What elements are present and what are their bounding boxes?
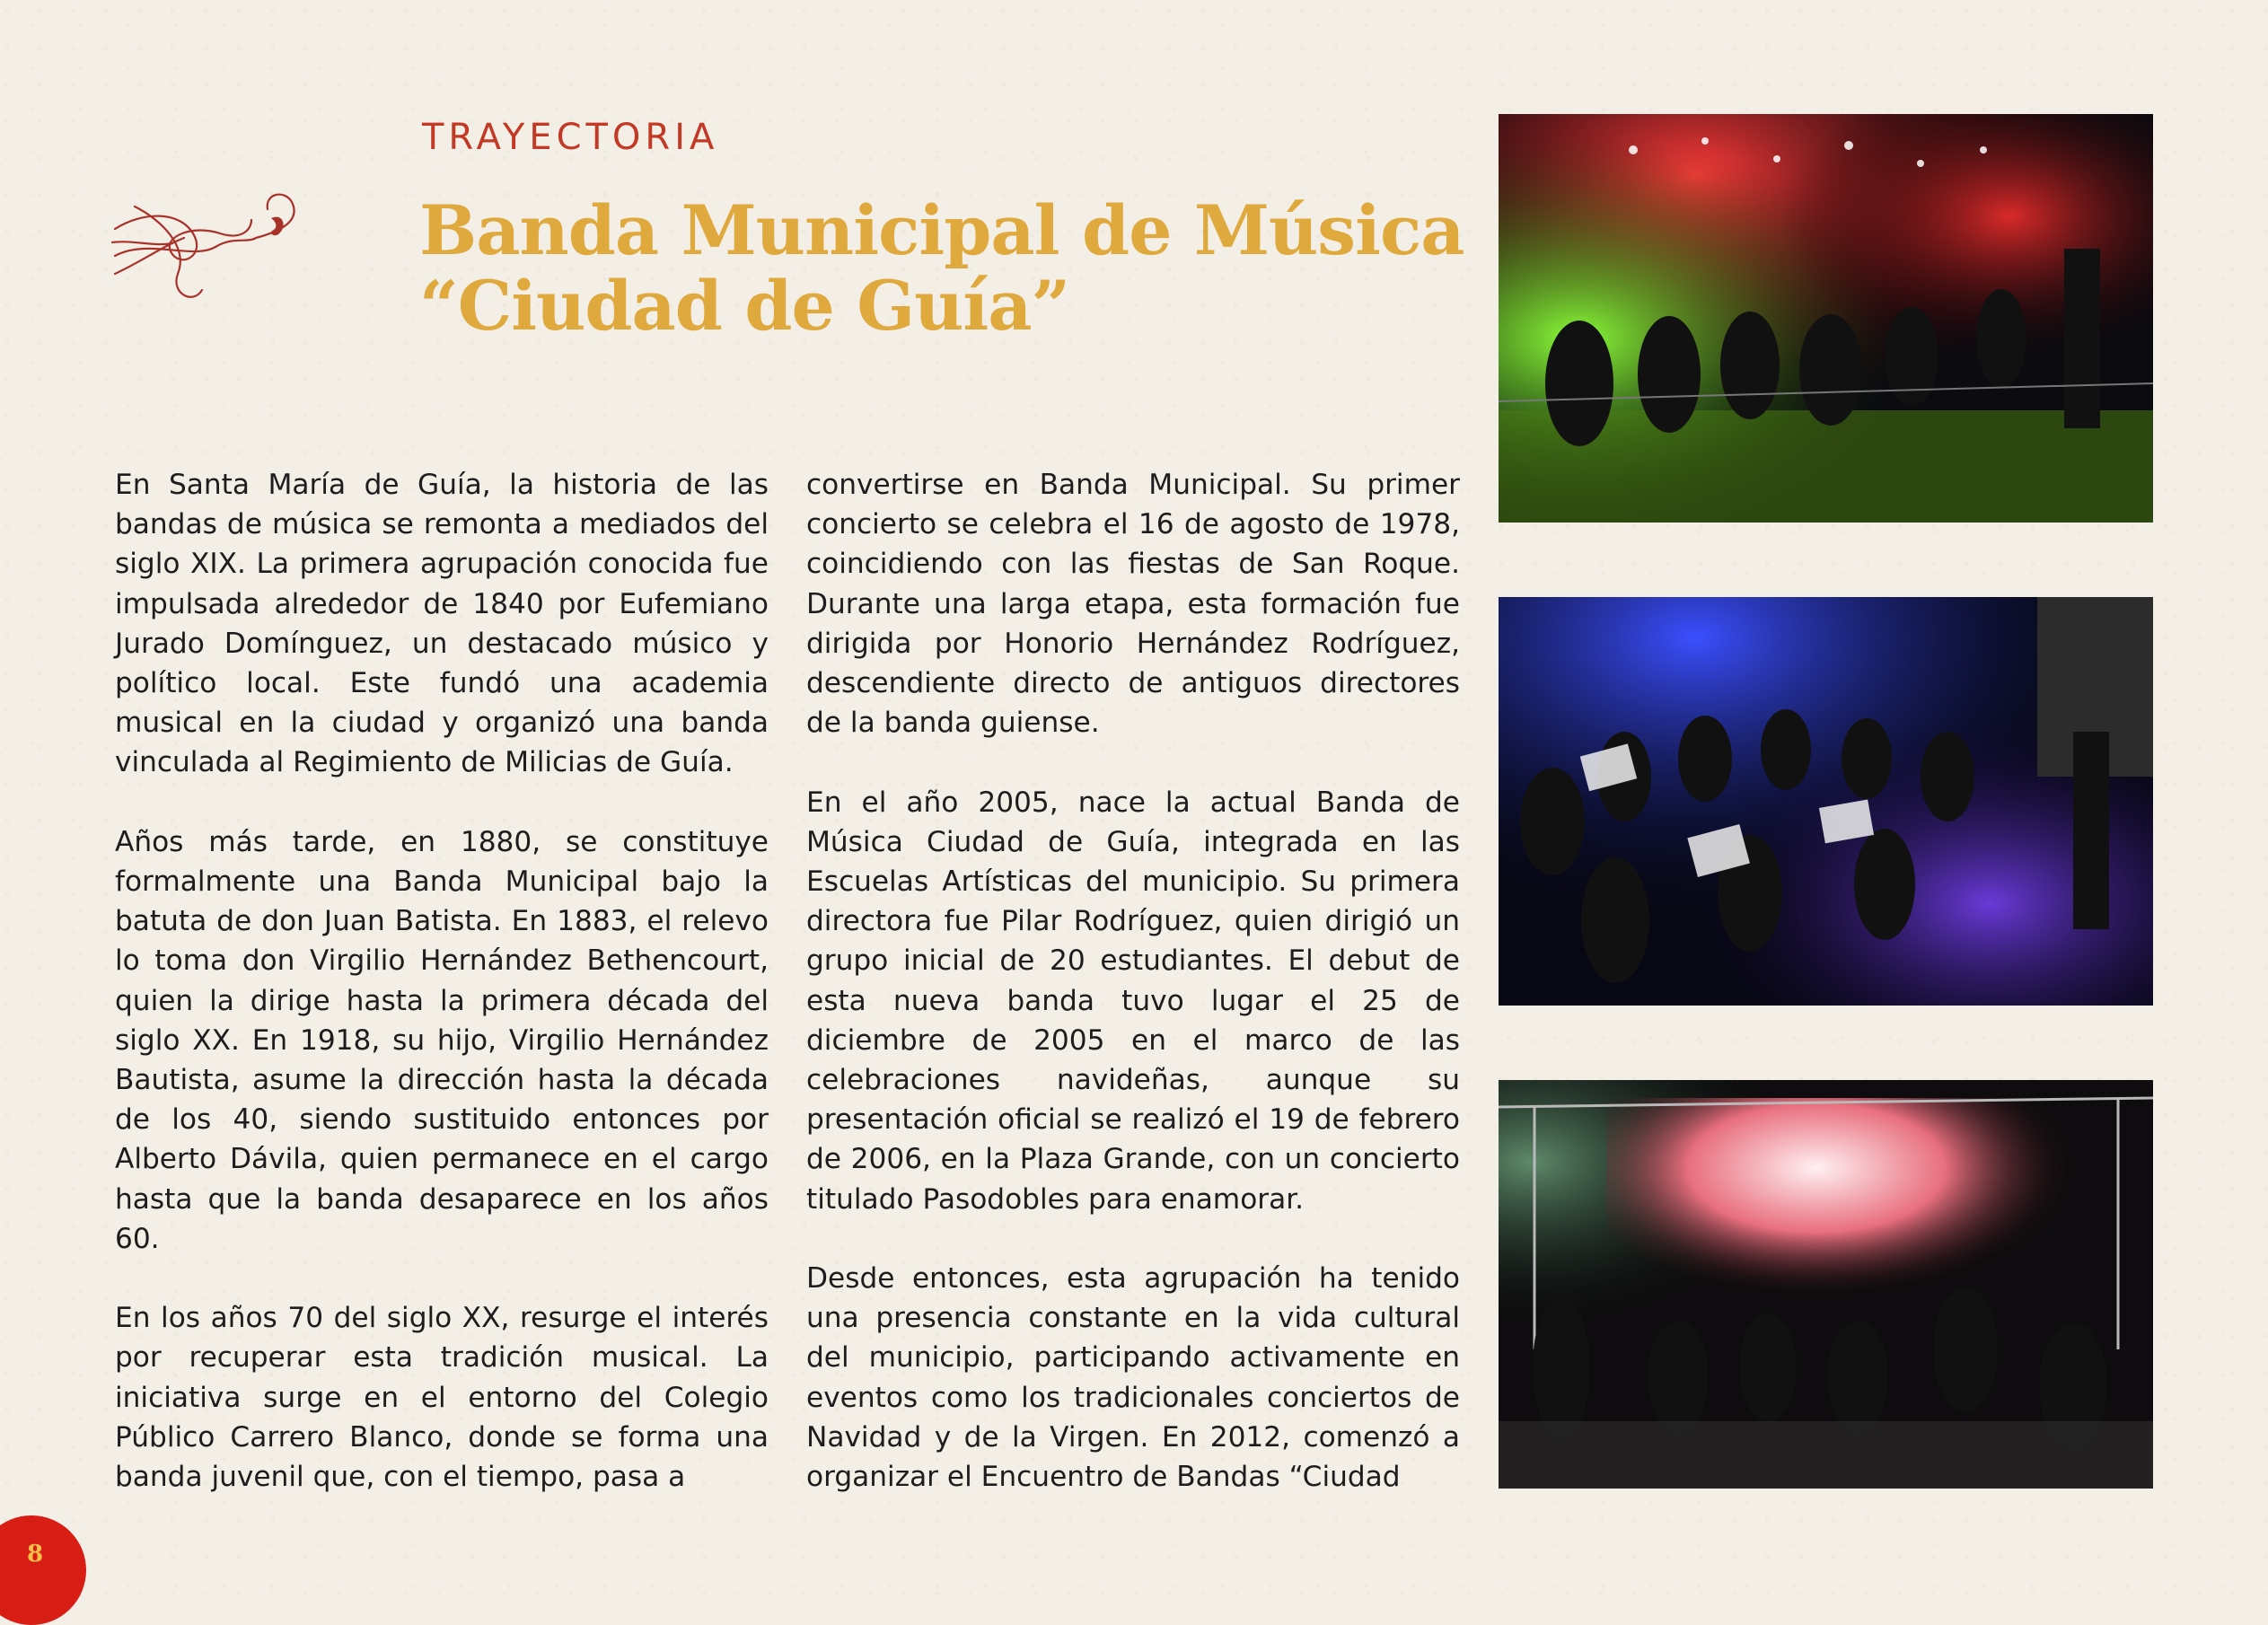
paragraph: En los años 70 del siglo XX, resurge el interés por recuperar esta tradición musical. La iniciativa surge en el entorno del Colegio Público Carrero Blanco, donde se forma una banda juvenil que, con el tiempo, pasa a xyxy=(115,1302,769,1494)
band-concert-photo-2 xyxy=(1499,597,2153,1006)
text-column-right xyxy=(806,465,1460,1536)
paragraph: En Santa María de Guía, la historia de las bandas de música se remonta a mediados del siglo XIX. La primera agrupación conocida fue impulsada alrededor de 1840 por Eufemiano Jurado Domínguez, un destacado músico y político local. Este fundó una academia musical en la ciudad y organizó una banda vinculada al Regimiento de Milicias de Guía. xyxy=(115,469,769,779)
title-line-2: “Ciudad de Guía” xyxy=(419,266,1070,346)
title-line-1: Banda Municipal de Música xyxy=(419,190,1464,270)
ornament-flourish-icon xyxy=(108,184,314,310)
band-concert-photo-3 xyxy=(1499,1080,2153,1489)
text-column-left xyxy=(115,465,769,1536)
band-concert-photo-1 xyxy=(1499,114,2153,523)
paragraph: En el año 2005, nace la actual Banda de Música Ciudad de Guía, integrada en las Escuelas Artísticas del municipio. Su primera directora fue Pilar Rodríguez, quien dirigió un grupo inicial de 20 estudiantes. El debut de esta nueva banda tuvo lugar el 25 de diciembre de 2005 en el marco de las celebraciones navideñas, aunque su presentación oficial se realizó el 19 de febrero de 2006, en la Plaza Grande, con un concierto titulado Pasodobles para enamorar. xyxy=(806,786,1460,1216)
paragraph: Años más tarde, en 1880, se constituye formalmente una Banda Municipal bajo la batuta de don Juan Batista. En 1883, el relevo lo toma don Virgilio Hernández Bethencourt, quien la dirige hasta la primera década del siglo XX. En 1918, su hijo, Virgilio Hernández Bautista, asume la dirección hasta la década de los 40, siendo sustituido entonces por Alberto Dávila, quien permanece en el cargo hasta que la banda desaparece en los años 60. xyxy=(115,825,769,1255)
page-number: 8 xyxy=(27,1541,44,1568)
paragraph: Desde entonces, esta agrupación ha tenido una presencia constante en la vida cultural del municipio, participando activamente en eventos como los tradicionales conciertos de Navidad y de la Virgen. En 2012, comenzó a organizar el Encuentro de Bandas “Ciudad xyxy=(806,1262,1460,1494)
section-eyebrow: TRAYECTORIA xyxy=(422,117,719,158)
page-title xyxy=(419,190,1464,346)
paragraph: convertirse en Banda Municipal. Su primer concierto se celebra el 16 de agosto de 1978, coincidiendo con las fiestas de San Roque. Durante una larga etapa, esta formación fue dirigida por Honorio Hernández Rodríguez, descendiente directo de antiguos directores de la banda guiense. xyxy=(806,469,1460,740)
